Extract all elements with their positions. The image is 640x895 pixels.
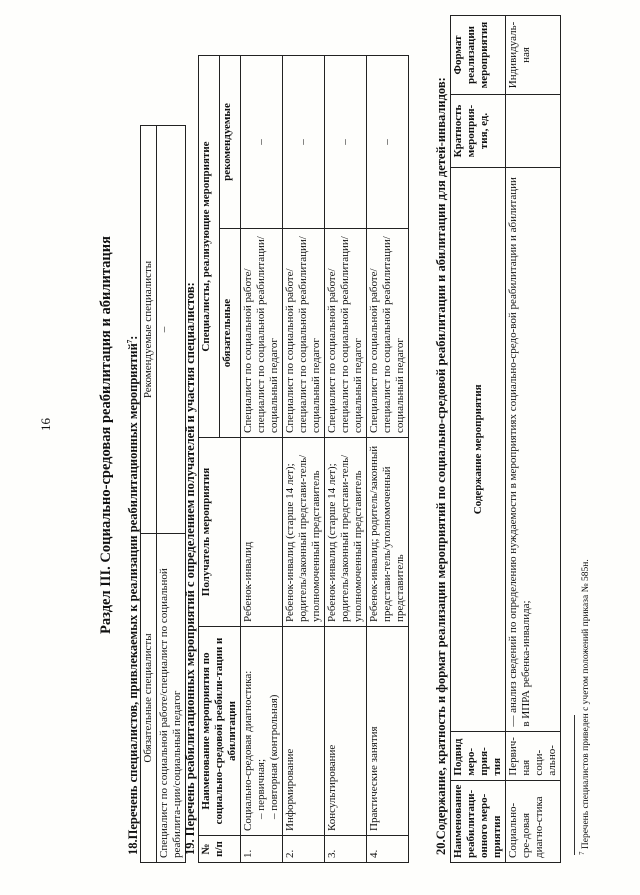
row-recipient: Ребенок-инвалид — [241, 438, 283, 627]
footnote-divider — [574, 715, 575, 855]
row-name: Информирование — [283, 627, 325, 836]
header-mandatory: обязательные — [220, 229, 241, 438]
header-name: Наименование реабилитаци-онного меро-приятия — [451, 780, 506, 862]
row-num: 4. — [367, 836, 409, 863]
table-row — [367, 56, 409, 863]
heading-19: 19. Перечень реабилитационных мероприятий с определением получателей и участия специалистов: — [183, 282, 197, 855]
header-recipient: Получатель мероприятия — [199, 438, 241, 627]
heading-18-end: : — [126, 335, 141, 340]
row-name: Консультирование — [325, 627, 367, 836]
row-recipient: Ребенок-инвалид (старше 14 лет); родитель/законный представи-тель/уполномоченный представитель — [283, 438, 325, 627]
heading-20: 20.Содержание, кратность и формат реализации мероприятий по социально-средовой реабилитации и абилитации для детей-инвалидов: — [434, 77, 448, 855]
measures-table — [198, 55, 409, 863]
row-recommended: – — [241, 56, 283, 229]
row-recommended: – — [367, 56, 409, 229]
page-number: 16 — [38, 418, 53, 431]
header-recommended: Рекомендуемые специалисты — [141, 126, 157, 534]
footnote-mark: 7 — [578, 851, 586, 855]
row-sub1: – первичная; — [255, 758, 267, 819]
row-freq — [506, 95, 561, 168]
header-specialists: Специалисты, реализующие мероприятие — [199, 56, 220, 438]
row-num: 3. — [325, 836, 367, 863]
cell-recommended: – — [157, 126, 186, 534]
header-mandatory: Обязательные специалисты — [141, 534, 157, 863]
section-title: Раздел III. Социально-средовая реабилитация и абилитация — [98, 236, 114, 634]
heading-18-text: 18.Перечень специалистов, привлекаемых к реализации реабилитационных мероприятий — [126, 343, 141, 855]
header-name: Наименование мероприятия по социально-средовой реабили-тации и абилитации — [199, 627, 241, 836]
footnote — [578, 559, 591, 855]
row-name: Практические занятия — [367, 627, 409, 836]
row-mandatory: Специалист по социальной работе/специалист по социальной реабилитации/социальный педагог — [241, 229, 283, 438]
row-num: 1. — [241, 836, 283, 863]
table-row — [283, 56, 325, 863]
header-sub: Подвид меро-прия-тия — [451, 731, 506, 780]
content-table — [450, 15, 561, 863]
table-row — [506, 16, 561, 863]
row-mandatory: Специалист по социальной работе/специалист по социальной реабилитации/социальный педагог — [325, 229, 367, 438]
row-mandatory: Специалист по социальной работе/специалист по социальной реабилитации/социальный педагог — [367, 229, 409, 438]
header-num: № п/п — [199, 836, 241, 863]
row-name — [241, 627, 283, 836]
row-name: Социально-сре-довая диагно-стика — [506, 780, 561, 862]
row-sub: Первич-ная соци-ально- — [506, 731, 561, 780]
header-recommended: рекомендуемые — [220, 56, 241, 229]
row-recipient: Ребенок-инвалид (старше 14 лет); родитель/законный представи-тель/уполномоченный представитель — [325, 438, 367, 627]
row-name-text: Социально-средовая диагностика: — [242, 670, 254, 831]
header-freq: Кратность мероприя-тия, ед. — [451, 95, 506, 168]
header-format: Формат реализации мероприятия — [451, 16, 506, 95]
header-content: Содержание мероприятия — [451, 168, 506, 732]
row-format: Индивидуаль-ная — [506, 16, 561, 95]
footnote-ref: 7 — [126, 339, 134, 344]
footnote-text: Перечень специалистов приведен с учетом положений приказа № 585н. — [581, 559, 592, 852]
row-mandatory: Специалист по социальной работе/специалист по социальной реабилитации/социальный педагог — [283, 229, 325, 438]
row-recommended: – — [283, 56, 325, 229]
cell-mandatory: Специалист по социальной работе/специалист по социальной реабилита-ции/социальный педагог — [157, 534, 186, 863]
row-recipient: Ребенок-инвалид; родитель/законный представи-тель/уполномоченный представитель — [367, 438, 409, 627]
row-content: — анализ сведений по определению нуждаемости в мероприятиях социально-средо-вой реабилитации и абилитации в ИПРА ребенка-инвалида; — [506, 168, 561, 732]
table-row — [325, 56, 367, 863]
row-num: 2. — [283, 836, 325, 863]
row-recommended: – — [325, 56, 367, 229]
heading-18 — [126, 336, 141, 855]
row-sub2: – повторная (контрольная) — [268, 694, 280, 819]
table-row — [241, 56, 283, 863]
specialists-table — [140, 125, 186, 863]
